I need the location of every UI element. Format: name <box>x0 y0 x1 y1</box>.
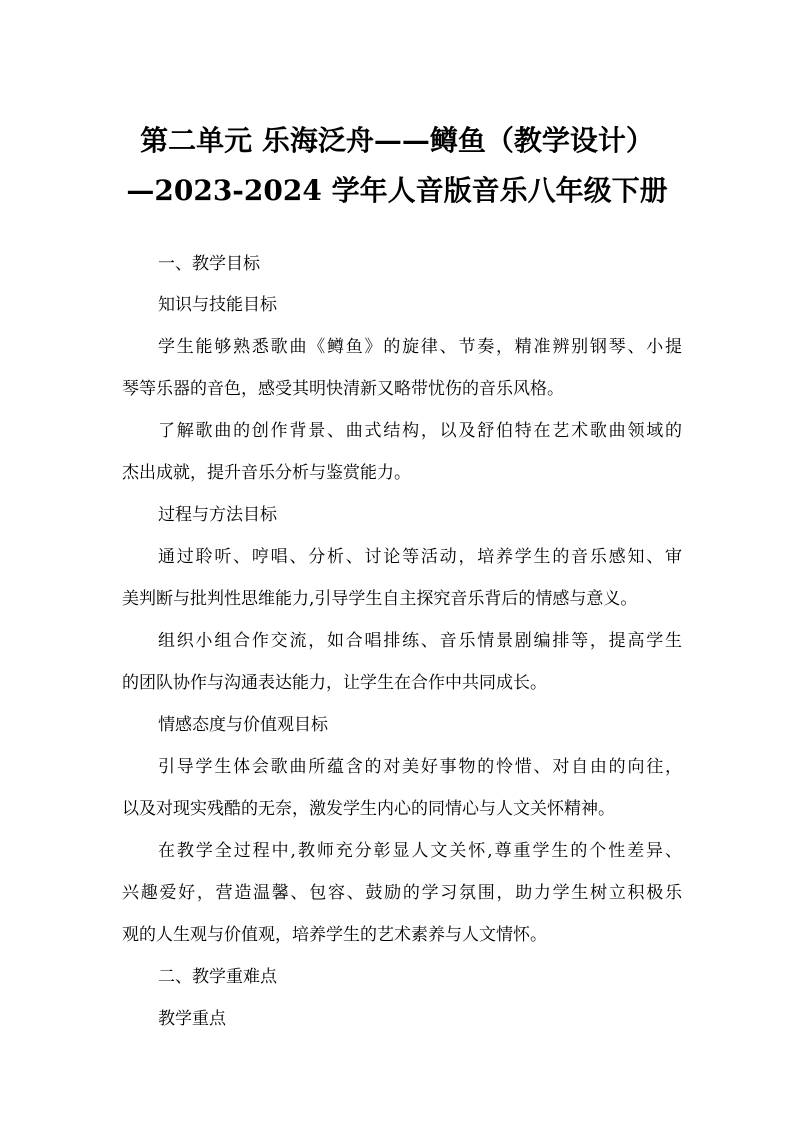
subheading-process-methods: 过程与方法目标 <box>158 505 277 525</box>
body-text-line: 组织小组合作交流，如合唱排练、音乐情景剧编排等，提高学生 <box>158 631 682 651</box>
subheading-teaching-focus: 教学重点 <box>158 1009 226 1029</box>
body-text-line: 美判断与批判性思维能力,引导学生自主探究音乐背后的情感与意义。 <box>122 589 638 609</box>
body-text-line: 的团队协作与沟通表达能力，让学生在合作中共同成长。 <box>122 673 547 693</box>
section-heading-objectives: 一、教学目标 <box>158 254 260 274</box>
body-text-line: 以及对现实残酷的无奈，激发学生内心的同情心与人文关怀精神。 <box>122 799 615 819</box>
body-text-line: 琴等乐器的音色，感受其明快清新又略带忧伤的音乐风格。 <box>122 379 564 399</box>
subheading-emotion-values: 情感态度与价值观目标 <box>158 715 328 735</box>
body-text-line: 引导学生体会歌曲所蕴含的对美好事物的怜惜、对自由的向往， <box>158 757 682 777</box>
body-text-line: 杰出成就，提升音乐分析与鉴赏能力。 <box>122 463 411 483</box>
body-text-line: 通过聆听、哼唱、分析、讨论等活动，培养学生的音乐感知、审 <box>158 547 682 567</box>
document-title-line-1: 第二单元 乐海泛舟——鳟鱼（教学设计） <box>140 124 654 157</box>
document-title-line-2: —2023-2024 学年人音版音乐八年级下册 <box>126 174 668 207</box>
body-text-line: 在教学全过程中,教师充分彰显人文关怀,尊重学生的个性差异、 <box>158 841 682 861</box>
body-text-line: 学生能够熟悉歌曲《鳟鱼》的旋律、节奏，精准辨别钢琴、小提 <box>158 337 682 357</box>
body-text-line: 了解歌曲的创作背景、曲式结构，以及舒伯特在艺术歌曲领域的 <box>158 421 682 441</box>
body-text-line: 观的人生观与价值观，培养学生的艺术素养与人文情怀。 <box>122 925 547 945</box>
subheading-knowledge-skills: 知识与技能目标 <box>158 295 277 315</box>
section-heading-key-difficult-points: 二、教学重难点 <box>158 967 277 987</box>
body-text-line: 兴趣爱好，营造温馨、包容、鼓励的学习氛围，助力学生树立积极乐 <box>122 883 682 903</box>
